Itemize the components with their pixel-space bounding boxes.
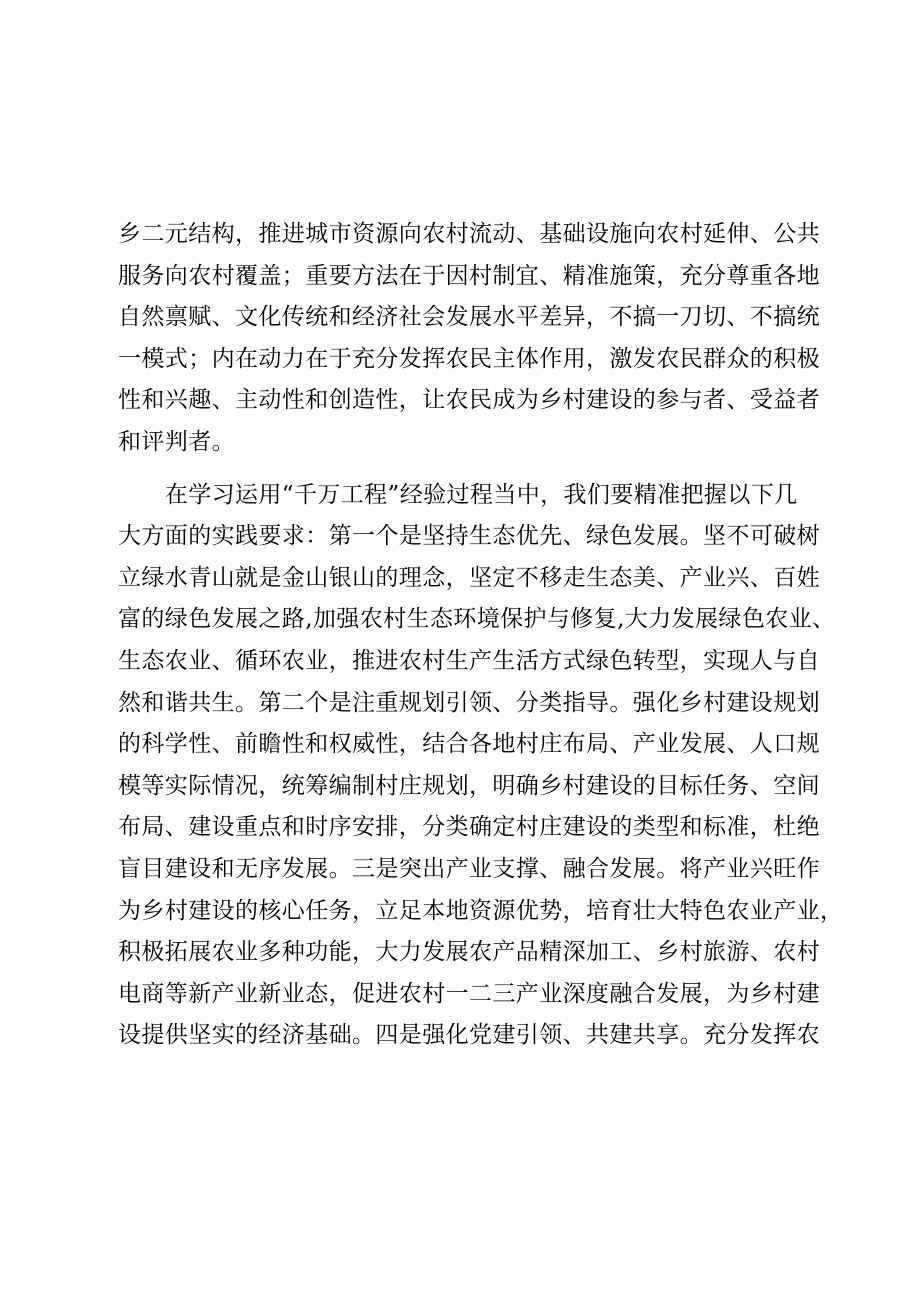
paragraph-2 — [118, 475, 844, 1057]
text-line: 和评判者。 — [118, 428, 235, 455]
paragraph-gap — [118, 464, 818, 475]
text-line: 服务向农村覆盖；重要方法在于因村制宜、精准施策，充分尊重各地 — [118, 262, 820, 289]
paragraph-1 — [118, 214, 818, 464]
text-line: 盲目建设和无序发展。三是突出产业支撑、融合发展。将产业兴旺作 — [118, 855, 820, 882]
text-line: 立绿水青山就是金山银山的理念，坚定不移走生态美、产业兴、百姓 — [118, 564, 820, 591]
text-line: 设提供坚实的经济基础。四是强化党建引领、共建共享。充分发挥农 — [118, 1022, 820, 1049]
document-body — [118, 214, 844, 1057]
text-line: 乡二元结构，推进城市资源向农村流动、基础设施向农村延伸、公共 — [118, 221, 820, 247]
text-line: 生态农业、循环农业，推进农村生产生活方式绿色转型，实现人与自 — [118, 647, 820, 674]
text-line: 性和兴趣、主动性和创造性，让农民成为乡村建设的参与者、受益者 — [118, 387, 820, 414]
text-line: 积极拓展农业多种功能，大力发展农产品精深加工、乡村旅游、农村 — [118, 939, 820, 966]
text-line: 模等实际情况，统筹编制村庄规划，明确乡村建设的目标任务、空间 — [118, 772, 820, 799]
text-line: 为乡村建设的核心任务，立足本地资源优势，培育壮大特色农业产业， — [118, 897, 844, 924]
text-line: 自然禀赋、文化传统和经济社会发展水平差异，不搞一刀切、不搞统 — [118, 304, 820, 331]
text-line: 富的绿色发展之路,加强农村生态环境保护与修复,大力发展绿色农业、 — [118, 606, 836, 633]
text-line: 的科学性、前瞻性和权威性，结合各地村庄布局、产业发展、人口规 — [118, 731, 820, 758]
text-line: 一模式；内在动力在于充分发挥农民主体作用，激发农民群众的积极 — [118, 345, 820, 372]
text-line: 布局、建设重点和时序安排，分类确定村庄建设的类型和标准，杜绝 — [118, 814, 820, 841]
text-line: 然和谐共生。第二个是注重规划引领、分类指导。强化乡村建设规划 — [118, 689, 820, 716]
text-line: 大方面的实践要求：第一个是坚持生态优先、绿色发展。坚不可破树 — [118, 523, 820, 550]
text-line: 在学习运用“千万工程”经验过程当中，我们要精准把握以下几 — [118, 481, 798, 508]
text-line: 电商等新产业新业态，促进农村一二三产业深度融合发展，为乡村建 — [118, 980, 820, 1007]
